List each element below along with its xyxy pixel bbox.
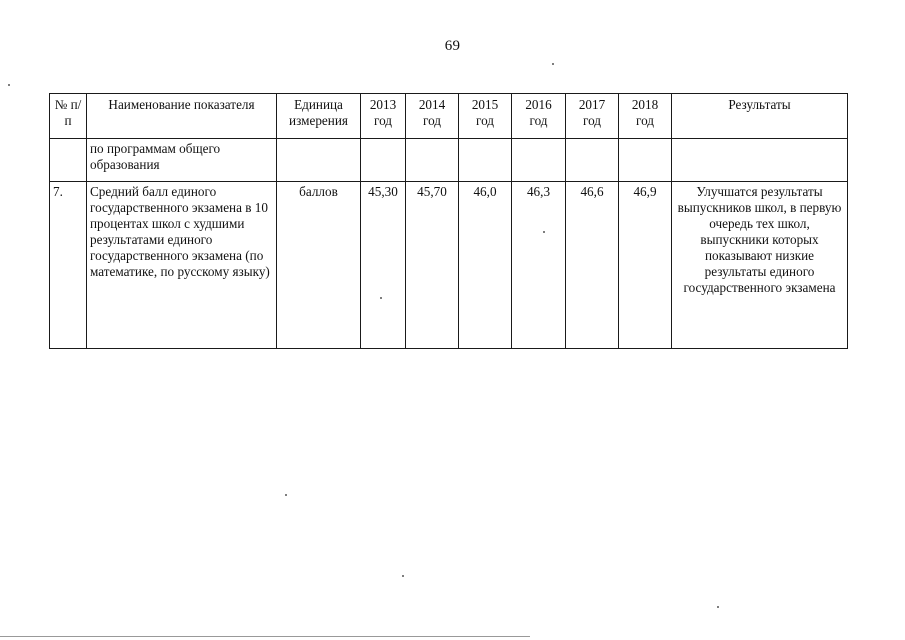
cell-empty [619,139,672,182]
cell-empty [50,139,87,182]
scan-speck [552,63,554,65]
table-row-continuation [50,139,848,182]
cell-2018: 46,9 [619,182,672,349]
cell-index: 7. [50,182,87,349]
cell-2017: 46,6 [566,182,619,349]
cell-unit: баллов [277,182,361,349]
cell-empty [277,139,361,182]
cell-results: Улучшатся результаты выпускников школ, в первую очередь тех школ, выпускники которых показывают низкие результаты единого государственного экзамена [672,182,848,349]
header-2017: 2017 год [566,94,619,139]
header-2016: 2016 год [512,94,566,139]
header-results: Результаты [672,94,848,139]
cell-empty [459,139,512,182]
cell-empty [512,139,566,182]
table-header-row [50,94,848,139]
scan-edge-line [0,636,530,637]
cell-empty [361,139,406,182]
cell-empty [672,139,848,182]
cell-empty [406,139,459,182]
scan-speck [402,575,404,577]
header-2014: 2014 год [406,94,459,139]
cell-2015: 46,0 [459,182,512,349]
header-index: № п/п [50,94,87,139]
header-name: Наименование показателя [87,94,277,139]
cell-2014: 45,70 [406,182,459,349]
indicators-table [49,93,848,349]
scan-speck [543,231,545,233]
cell-name-continuation: по программам общего образования [87,139,277,182]
cell-2013: 45,30 [361,182,406,349]
scan-speck [380,297,382,299]
scan-speck [717,606,719,608]
header-2018: 2018 год [619,94,672,139]
page-number: 69 [444,38,461,54]
header-unit: Единица измерения [277,94,361,139]
header-2013: 2013 год [361,94,406,139]
scan-speck [8,84,10,86]
cell-2016: 46,3 [512,182,566,349]
cell-name: Средний балл единого государственного экзамена в 10 процентах школ с худшими результатами единого государственного экзамена (по математике, по русскому языку) [87,182,277,349]
cell-empty [566,139,619,182]
header-2015: 2015 год [459,94,512,139]
scan-speck [285,494,287,496]
table-row [50,182,848,349]
